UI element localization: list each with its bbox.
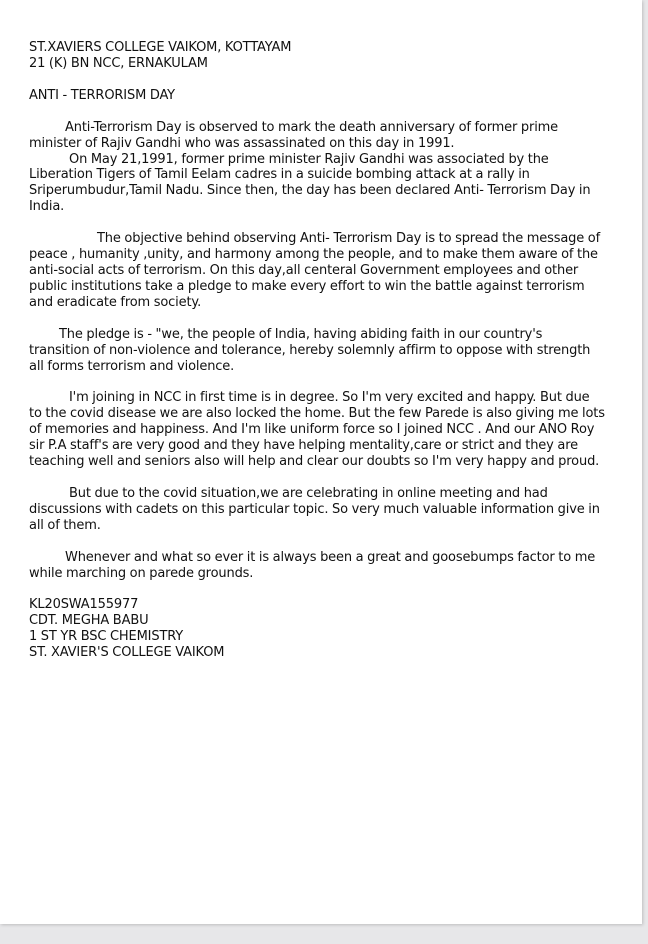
intro-section	[29, 120, 605, 215]
document-body	[29, 40, 605, 661]
paragraph-closing: Whenever and what so ever it is always been a great and goosebumps factor to me while marching on parede grounds.	[29, 549, 596, 581]
paragraph-objective: The objective behind observing Anti- Terrorism Day is to spread the message of peace , humanity ,unity, and harmony among the people, and to make them aware of the anti-social acts of terrorism. On this day,all centeral Government employees and other public institutions take a pledge to make every effort to win the battle against terrorism and eradicate from society.	[29, 231, 601, 310]
document-title: ANTI - TERRORISM DAY	[29, 87, 175, 103]
battalion-name: 21 (K) BN NCC, ERNAKULAM	[29, 55, 208, 71]
paragraph-online-meeting: But due to the covid situation,we are celebrating in online meeting and had discussions with cadets on this particular topic. So very much valuable information give in all of them.	[29, 485, 600, 533]
college-name: ST.XAVIERS COLLEGE VAIKOM, KOTTAYAM	[29, 40, 292, 55]
paragraph-history: On May 21,1991, former prime minister Rajiv Gandhi was associated by the Liberation Tigers of Tamil Eelam cadres in a suicide bombing attack at a rally in Sriperumbudur,Tamil Nadu. Since then, the day has been declared Anti- Terrorism Day in India.	[29, 151, 591, 215]
experience-section	[29, 390, 605, 470]
course-name: 1 ST YR BSC CHEMISTRY	[29, 629, 184, 645]
online-section	[29, 486, 605, 534]
document-title-block	[29, 88, 605, 104]
pledge-section	[29, 327, 605, 375]
cadet-name: CDT. MEGHA BABU	[29, 613, 149, 629]
registration-number: KL20SWA155977	[29, 597, 139, 613]
objective-section	[29, 231, 605, 311]
closing-section	[29, 550, 605, 582]
paragraph-experience: I'm joining in NCC in first time is in degree. So I'm very excited and happy. But due to the covid disease we are also locked the home. But the few Parede is also giving me lots of memories and happiness. And I'm like uniform force so I joined NCC . And our ANO Roy sir P.A staff's are very good and they have helping mentality,care or strict and they are teaching well and seniors also will help and clear our doubts so I'm very happy and proud.	[29, 390, 605, 470]
paragraph-pledge: The pledge is - "we, the people of India, having abiding faith in our country's transition of non-violence and tolerance, hereby solemnly affirm to oppose with strength all forms terrorism and violence.	[29, 326, 591, 374]
paragraph-observance: Anti-Terrorism Day is observed to mark the death anniversary of former prime minister of Rajiv Gandhi who was assassinated on this day in 1991.	[29, 119, 559, 151]
letter-header	[29, 40, 605, 72]
signature-block	[29, 597, 605, 661]
signature-college: ST. XAVIER'S COLLEGE VAIKOM	[29, 645, 225, 661]
